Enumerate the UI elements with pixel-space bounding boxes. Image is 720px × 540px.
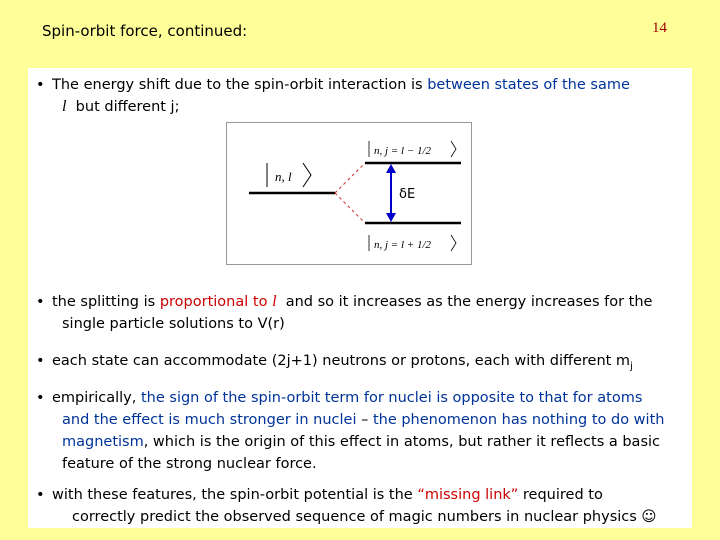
bullet-3 bbox=[36, 350, 692, 378]
bullet-4-text-2: , which is the origin of this effect in atoms, but rather it reflects a basic bbox=[143, 434, 660, 450]
bullet-4-line-4: feature of the strong nuclear force. bbox=[62, 456, 317, 472]
page-number: 14 bbox=[652, 20, 667, 36]
bullet-5-text-2: required to bbox=[518, 487, 603, 503]
bullet-dot: • bbox=[36, 390, 45, 406]
bullet-5 bbox=[36, 484, 702, 528]
bullet-2 bbox=[36, 291, 692, 335]
delta-arrow-head-up bbox=[386, 164, 396, 173]
left-ket-label: n, l bbox=[275, 169, 292, 184]
slide-title: Spin-orbit force, continued: bbox=[42, 22, 248, 40]
delta-e-label: δE bbox=[399, 187, 416, 202]
bullet-4-highlight-4: magnetism bbox=[62, 434, 144, 450]
delta-arrow-head-down bbox=[386, 213, 396, 222]
bullet-5-text: with these features, the spin-orbit potential is the bbox=[52, 487, 418, 503]
bullet-1-text-2: but different j; bbox=[75, 99, 180, 115]
bullet-4-dash: – bbox=[356, 412, 373, 428]
bullet-3-text: each state can accommodate (2j+1) neutrons or protons, each with different m bbox=[52, 353, 631, 369]
upper-ket-angle bbox=[451, 141, 456, 157]
bullet-4-highlight-3: the phenomenon has nothing to do with bbox=[372, 412, 665, 428]
bullet-dot: • bbox=[36, 487, 45, 503]
bullet-dot: • bbox=[36, 353, 45, 369]
bullet-2-line-2: single particle solutions to V(r) bbox=[62, 316, 285, 332]
lower-ket-label: n, j = l + 1/2 bbox=[374, 239, 432, 251]
bullet-4-text: empirically, bbox=[52, 390, 141, 406]
bullet-2-highlight: proportional to bbox=[159, 294, 268, 310]
upper-ket-label: n, j = l − 1/2 bbox=[374, 145, 432, 157]
left-ket-angle bbox=[303, 163, 311, 187]
bullet-4-highlight-1: the sign of the spin-orbit term for nuclei is opposite to that for atoms bbox=[140, 390, 643, 406]
bullet-4 bbox=[36, 387, 702, 475]
bullet-4-highlight-2: and the effect is much stronger in nuclei bbox=[62, 412, 357, 428]
symbol-l: l bbox=[62, 98, 67, 115]
bullet-5-highlight: “missing link” bbox=[417, 487, 519, 503]
lower-ket-angle bbox=[451, 235, 456, 251]
bullet-5-line-2: correctly predict the observed sequence of magic numbers in nuclear physics bbox=[72, 509, 637, 525]
bullet-2-text: the splitting is bbox=[52, 294, 160, 310]
symbol-l: l bbox=[272, 293, 277, 310]
bullet-2-text-2: and so it increases as the energy increases for the bbox=[285, 294, 653, 310]
energy-level-diagram bbox=[226, 122, 472, 265]
bullet-1-highlight: between states of the same bbox=[427, 77, 630, 93]
bullet-1 bbox=[36, 74, 692, 118]
upper-connector bbox=[335, 163, 365, 193]
energy-level-svg bbox=[227, 123, 471, 264]
bullet-dot: • bbox=[36, 77, 45, 93]
smiley-icon: ☺ bbox=[641, 509, 657, 525]
bullet-3-subscript: j bbox=[630, 360, 633, 372]
bullet-1-text: The energy shift due to the spin-orbit interaction is bbox=[52, 77, 428, 93]
bullet-dot: • bbox=[36, 294, 45, 310]
lower-connector bbox=[335, 193, 365, 223]
